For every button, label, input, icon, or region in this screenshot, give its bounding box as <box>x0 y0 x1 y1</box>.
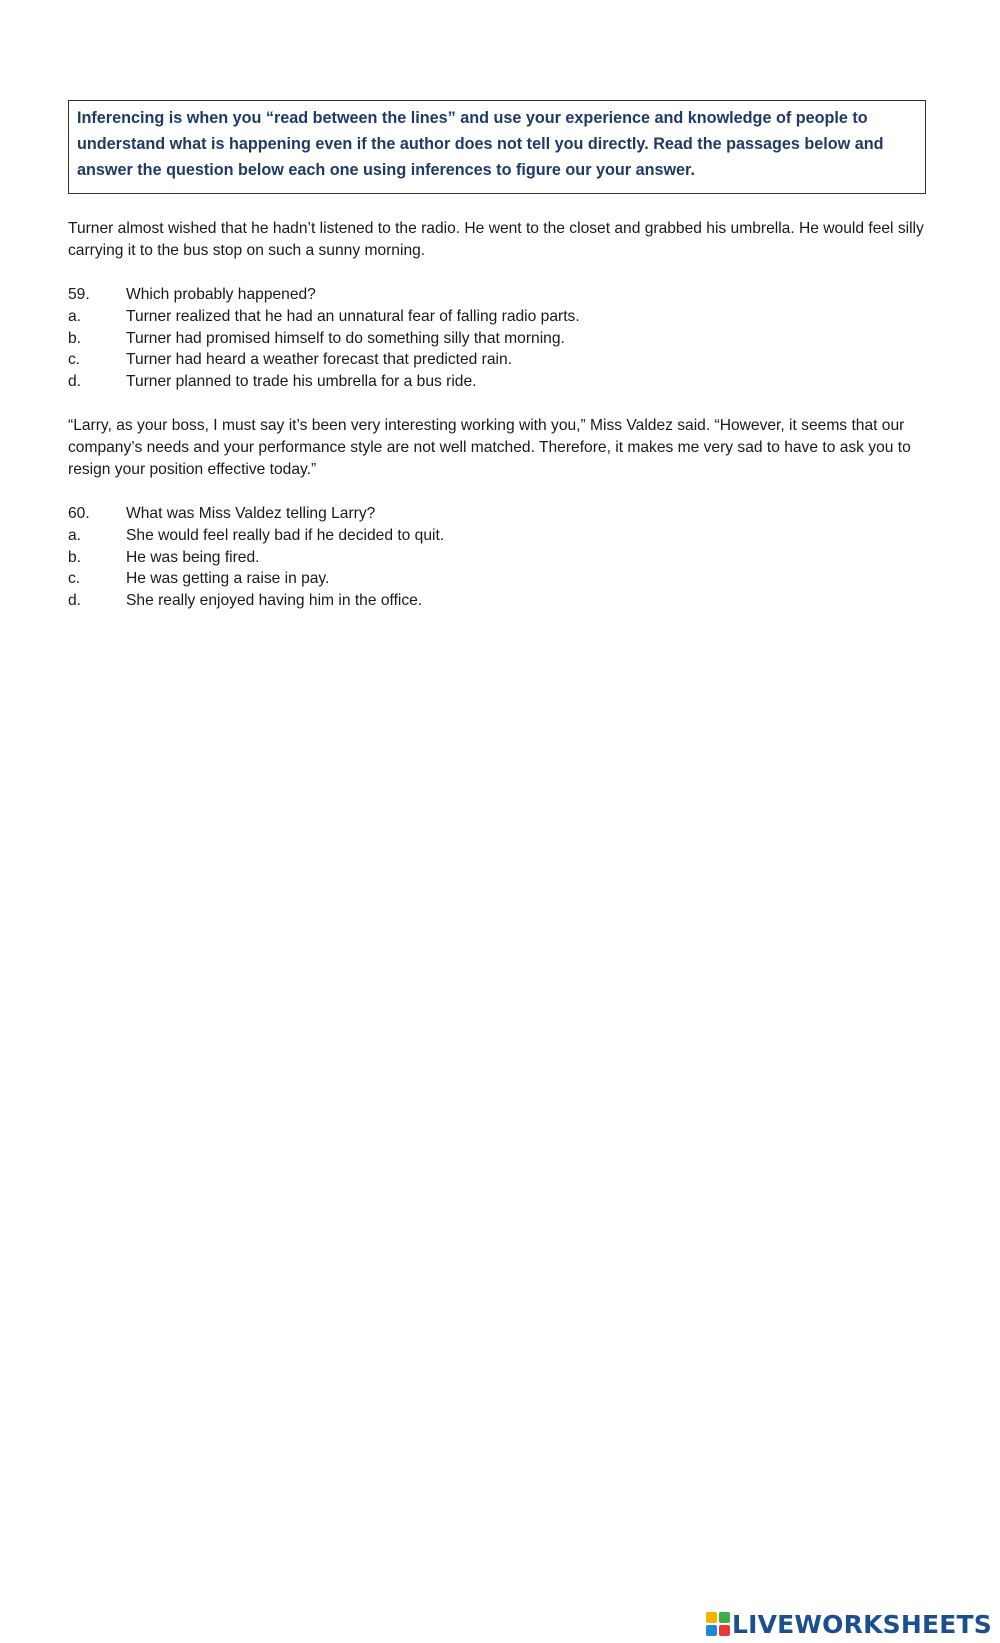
question-row <box>68 503 926 525</box>
option-letter: b. <box>68 548 82 566</box>
answer-option[interactable] <box>68 328 926 350</box>
question-block <box>68 284 926 393</box>
option-text: Turner had heard a weather forecast that predicted rain. <box>126 351 513 369</box>
option-letter: d. <box>68 373 82 391</box>
answer-option[interactable] <box>68 547 926 569</box>
option-letter: c. <box>68 570 81 588</box>
logo-mark-icon <box>706 1612 730 1636</box>
passage-text: Turner almost wished that he hadn’t listened to the radio. He went to the closet and grabbed his umbrella. He would feel silly carrying it to the bus stop on such a sunny morning. <box>68 220 924 259</box>
option-letter: a. <box>68 526 82 544</box>
option-text: She really enjoyed having him in the office. <box>126 592 423 610</box>
liveworksheets-logo[interactable] <box>706 1609 992 1639</box>
option-text: Turner had promised himself to do something silly that morning. <box>126 329 565 347</box>
passage-text: “Larry, as your boss, I must say it’s been very interesting working with you,” Miss Valdez said. “However, it seems that our company’s needs and your performance style are not well matched. Therefore, it makes me very sad to have to ask you to resign your position effective today.” <box>68 416 911 478</box>
question-row <box>68 284 926 306</box>
logo-square-1 <box>706 1612 717 1623</box>
option-text: Turner realized that he had an unnatural fear of falling radio parts. <box>126 307 580 325</box>
question-number: 60. <box>68 504 90 522</box>
logo-square-4 <box>719 1625 730 1636</box>
option-letter: c. <box>68 351 81 369</box>
logo-square-2 <box>719 1612 730 1623</box>
question-block <box>68 503 926 612</box>
option-text: She would feel really bad if he decided to quit. <box>126 526 445 544</box>
question-number: 59. <box>68 286 90 303</box>
answer-option[interactable] <box>68 371 926 393</box>
answer-option[interactable] <box>68 349 926 371</box>
answer-option[interactable] <box>68 306 926 328</box>
answer-option[interactable] <box>68 590 926 612</box>
worksheet-page <box>68 100 926 612</box>
option-text: He was getting a raise in pay. <box>126 570 330 588</box>
option-letter: b. <box>68 329 82 347</box>
instruction-text: Inferencing is when you “read between the lines” and use your experience and knowledge of people to understand what is happening even if the author does not tell you directly. Read the passages below and answer the question below each one using inferences to figure our your answer. <box>77 109 884 179</box>
answer-option[interactable] <box>68 525 926 547</box>
option-text: He was being fired. <box>126 548 260 566</box>
question-text: Which probably happened? <box>126 286 316 303</box>
option-letter: d. <box>68 592 82 610</box>
option-text: Turner planned to trade his umbrella for a bus ride. <box>126 373 477 391</box>
question-text: What was Miss Valdez telling Larry? <box>126 504 376 522</box>
answer-option[interactable] <box>68 568 926 590</box>
instruction-box <box>68 100 926 194</box>
logo-square-3 <box>706 1625 717 1636</box>
logo-text: LIVEWORKSHEETS <box>731 1609 992 1639</box>
option-letter: a. <box>68 307 82 325</box>
